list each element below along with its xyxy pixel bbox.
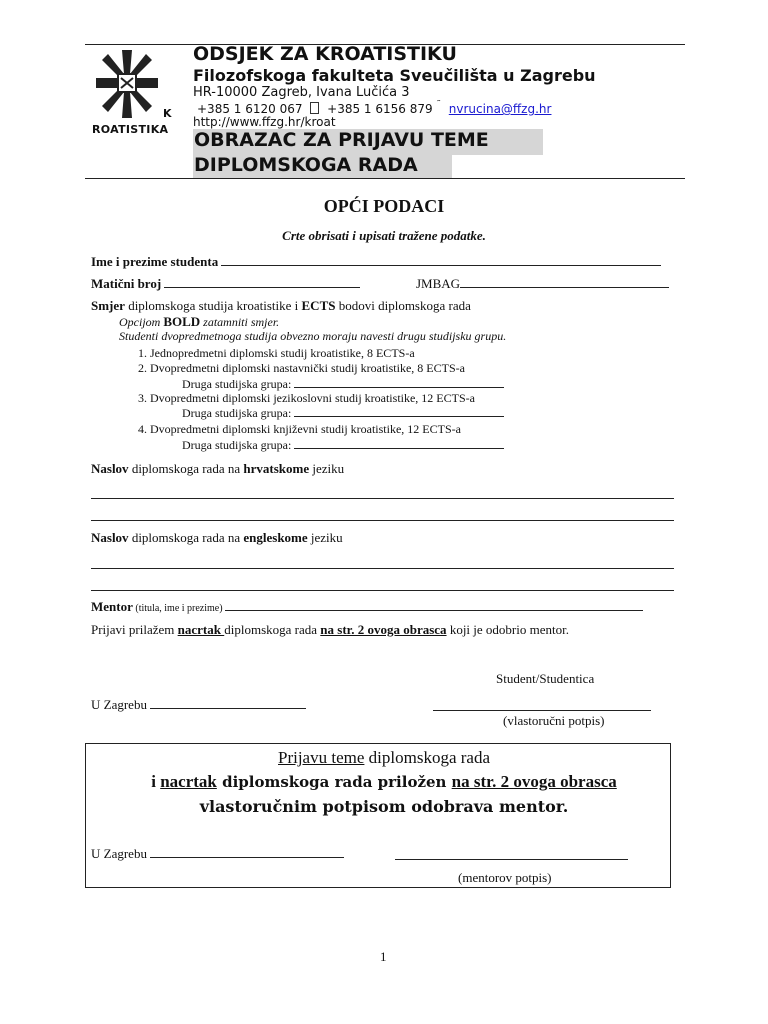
title-hr-line-2[interactable] <box>91 520 674 521</box>
student-signature-line[interactable] <box>433 710 651 711</box>
header-bottom-rule <box>85 178 685 179</box>
mentor-signature-caption: (mentorov potpis) <box>458 870 552 885</box>
title-en-line-1[interactable] <box>91 568 674 569</box>
title-en-label <box>91 530 343 546</box>
study-option-1[interactable]: 1. Jednopredmetni diplomski studij kroatistike, 8 ECTS-a <box>138 346 415 360</box>
logo-letter: K <box>163 107 172 120</box>
page-number: 1 <box>380 949 387 964</box>
title-hr-line-1[interactable] <box>91 498 674 499</box>
second-group-row-4 <box>182 438 504 453</box>
study-option-3[interactable]: 3. Dvopredmetni diplomski jezikoslovni studij kroatistike, 12 ECTS-a <box>138 391 475 405</box>
student-id-row <box>91 276 360 292</box>
student-place-row <box>91 697 306 713</box>
second-group-label: Druga studijska grupa: <box>182 377 292 391</box>
mentor-hint: (titula, ime i prezime) <box>132 603 226 614</box>
email-link[interactable]: nvrucina@ffzg.hr <box>448 102 552 116</box>
fax-number: +385 1 6156 879 <box>327 102 433 116</box>
student-id-field[interactable] <box>164 276 360 288</box>
student-signature-caption: (vlastoručni potpis) <box>503 713 605 728</box>
smjer-text: diplomskoga studija kroatistike i <box>124 298 302 313</box>
title-en-bold: Naslov <box>91 530 129 545</box>
department-name: ODSJEK ZA KROATISTIKU <box>193 43 457 65</box>
mentor-label: Mentor <box>91 599 133 614</box>
mentor-box-text-2: diplomskoga rada priložen <box>216 773 452 791</box>
mentor-row <box>91 598 643 616</box>
attachment-line <box>91 622 569 638</box>
second-group-row-3 <box>182 406 504 421</box>
study-option-2[interactable]: 2. Dvopredmetni diplomski nastavnički studij kroatistike, 8 ECTS-a <box>138 361 465 375</box>
cross-logo-icon <box>92 48 162 120</box>
jmbag-row <box>416 276 669 292</box>
student-name-row <box>91 254 661 270</box>
mentor-signature-line[interactable] <box>395 859 628 860</box>
title-hr-text-2: jeziku <box>309 461 345 476</box>
ects-label: ECTS <box>301 298 336 313</box>
study-option-4[interactable]: 4. Dvopredmetni diplomski književni studij kroatistike, 12 ECTS-a <box>138 422 461 436</box>
note-text-2: zatamniti smjer. <box>200 315 280 329</box>
second-group-row-2 <box>182 377 504 392</box>
second-group-field-3[interactable] <box>294 407 504 417</box>
second-group-label: Druga studijska grupa: <box>182 438 292 452</box>
contact-line <box>197 100 551 116</box>
note-text: Opcijom <box>119 315 164 329</box>
smjer-text-2: bodovi diplomskoga rada <box>335 298 471 313</box>
mentor-field[interactable] <box>225 599 643 611</box>
note-second-group: Studenti dvopredmetnoga studija obvezno moraju navesti drugu studijsku grupu. <box>119 329 507 343</box>
mentor-date-field[interactable] <box>150 846 344 858</box>
mentor-box-line-2 <box>0 772 768 792</box>
second-group-field-2[interactable] <box>294 378 504 388</box>
logo-text: ROATISTIKA <box>92 123 169 136</box>
student-date-field[interactable] <box>150 697 306 709</box>
mentor-place-row <box>91 846 344 862</box>
attach-draft: nacrtak <box>177 622 225 637</box>
address: HR-10000 Zagreb, Ivana Lučića 3 <box>193 85 410 100</box>
student-name-label: Ime i prezime studenta <box>91 254 219 269</box>
form-title-line-1: OBRAZAC ZA PRIJAVU TEME <box>194 129 489 151</box>
smjer-label: Smjer <box>91 298 125 313</box>
fax-icon <box>310 102 319 114</box>
title-en-text-2: jeziku <box>307 530 343 545</box>
form-title-line-2: DIPLOMSKOGA RADA <box>194 154 418 176</box>
faculty-name: Filozofskoga fakulteta Sveučilišta u Zagrebu <box>193 66 596 85</box>
place-label: U Zagrebu <box>91 697 147 712</box>
mentor-box-line-1 <box>0 748 768 768</box>
mentor-place-label: U Zagrebu <box>91 846 147 861</box>
title-en-line-2[interactable] <box>91 590 674 591</box>
attach-text-3: koji je odobrio mentor. <box>446 622 569 637</box>
student-sign-label: Student/Studentica <box>496 671 595 686</box>
section-title: OPĆI PODACI <box>323 196 445 216</box>
attach-text: Prijavi prilažem <box>91 622 178 637</box>
email-icon: ˜ <box>436 100 441 110</box>
phone-number: +385 1 6120 067 <box>197 102 303 116</box>
note-bold-option <box>119 314 279 330</box>
smjer-line <box>91 298 471 314</box>
mentor-box-line-3: vlastoručnim potpisom odobrava mentor. <box>199 797 569 816</box>
title-en-lang: engleskome <box>243 530 308 545</box>
title-hr-text: diplomskoga rada na <box>128 461 244 476</box>
student-name-field[interactable] <box>221 254 661 266</box>
jmbag-label: JMBAG <box>416 276 461 291</box>
second-group-field-4[interactable] <box>294 439 504 449</box>
title-hr-label <box>91 461 344 477</box>
instruction: Crte obrisati i upisati tražene podatke. <box>282 228 486 243</box>
title-hr-lang: hrvatskome <box>243 461 310 476</box>
mentor-box-text: diplomskoga rada <box>364 748 490 767</box>
website-url[interactable]: http://www.ffzg.hr/kroat <box>193 115 336 129</box>
mentor-box-i: i <box>151 772 161 791</box>
mentor-box-page-ref: na str. 2 ovoga obrasca <box>451 772 617 791</box>
second-group-label: Druga studijska grupa: <box>182 406 292 420</box>
mentor-box-topic: Prijavu teme <box>278 748 365 767</box>
title-hr-bold: Naslov <box>91 461 129 476</box>
jmbag-field[interactable] <box>460 276 669 288</box>
attach-text-2: diplomskoga rada <box>224 622 321 637</box>
attach-page-ref: na str. 2 ovoga obrasca <box>320 622 447 637</box>
note-bold: BOLD <box>163 314 201 329</box>
title-en-text: diplomskoga rada na <box>128 530 244 545</box>
mentor-box-draft: nacrtak <box>160 772 217 791</box>
student-id-label: Matični broj <box>91 276 162 291</box>
